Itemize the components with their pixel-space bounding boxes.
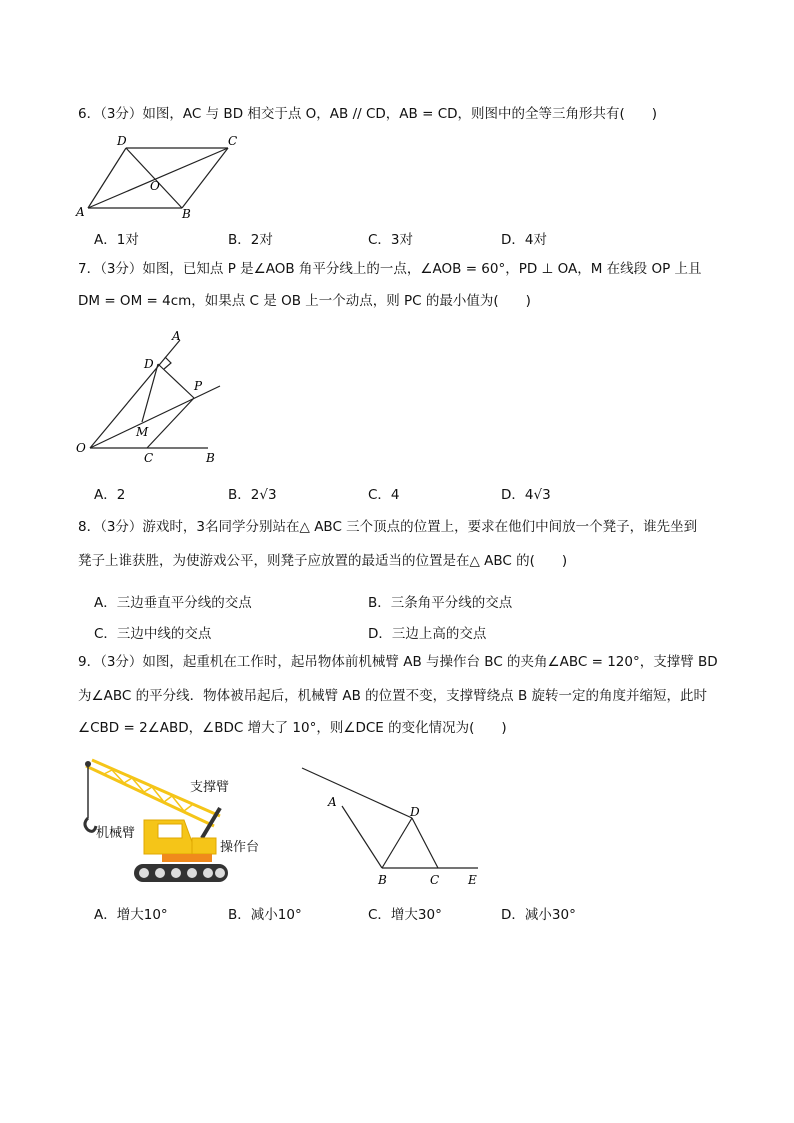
crane-illustration	[74, 758, 274, 888]
q7-option-b[interactable]: B．2√3	[228, 487, 277, 503]
q9-option-a[interactable]: A．增大10°	[94, 907, 168, 923]
q9-label-D: D	[410, 805, 420, 819]
q7-label-M: M	[136, 425, 149, 439]
q9-label-E: E	[468, 873, 477, 887]
crane-label-support-arm: 支撑臂	[190, 780, 230, 795]
q9-label-B: B	[378, 873, 387, 887]
q6-label-O: O	[150, 179, 160, 193]
q8-option-c[interactable]: C．三边中线的交点	[94, 626, 212, 642]
crane-label-mech-arm: 机械臂	[96, 826, 136, 841]
q6-label-C: C	[228, 134, 238, 148]
q7-label-O: O	[76, 441, 86, 455]
q9-option-d[interactable]: D．减小30°	[501, 907, 576, 923]
q7-label-D: D	[144, 357, 154, 371]
q7-option-a[interactable]: A．2	[94, 487, 126, 503]
q9-stem-line2: 为∠ABC 的平分线．物体被吊起后，机械臂 AB 的位置不变，支撑臂绕点 B 旋转一定的角度并缩短，此时	[78, 688, 708, 704]
q8-stem-line2: 凳子上谁获胜，为使游戏公平，则凳子应放置的最适当的位置是在△ ABC 的( )	[78, 553, 568, 569]
q6-option-b[interactable]: B．2对	[228, 232, 273, 248]
q7-label-B: B	[206, 451, 215, 465]
q9-stem-line3: ∠CBD = 2∠ABD，∠BDC 增大了 10°，则∠DCE 的变化情况为( )	[78, 720, 507, 736]
q7-option-d[interactable]: D．4√3	[501, 487, 551, 503]
q8-option-a[interactable]: A．三边垂直平分线的交点	[94, 595, 252, 611]
q7-figure	[72, 328, 232, 468]
q7-stem-line2: DM = OM = 4cm，如果点 C 是 OB 上一个动点，则 PC 的最小值为( )	[78, 293, 531, 309]
q6-label-D: D	[117, 134, 127, 148]
q6-option-d[interactable]: D．4对	[501, 232, 547, 248]
q9-option-c[interactable]: C．增大30°	[368, 907, 442, 923]
q6-option-a[interactable]: A．1对	[94, 232, 139, 248]
q9-label-A: A	[328, 795, 337, 809]
q9-label-C: C	[430, 873, 440, 887]
q7-label-A: A	[172, 329, 181, 343]
q6-label-A: A	[76, 205, 85, 219]
q8-stem-line1: 8．（3分）游戏时，3名同学分别站在△ ABC 三个顶点的位置上，要求在他们中间放一个凳子，谁先坐到	[78, 519, 698, 535]
q7-option-c[interactable]: C．4	[368, 487, 400, 503]
q7-label-P: P	[194, 379, 203, 393]
q7-stem-line1: 7．（3分）如图，已知点 P 是∠AOB 角平分线上的一点，∠AOB = 60°，PD ⊥ OA，M 在线段 OP 上且	[78, 261, 702, 277]
q8-option-b[interactable]: B．三条角平分线的交点	[368, 595, 513, 611]
q9-figure	[296, 760, 496, 890]
q7-label-C: C	[144, 451, 154, 465]
q6-option-c[interactable]: C．3对	[368, 232, 414, 248]
q6-figure	[72, 132, 252, 222]
crane-label-platform: 操作台	[220, 840, 260, 855]
q8-option-d[interactable]: D．三边上高的交点	[368, 626, 487, 642]
q6-stem: 6．（3分）如图，AC 与 BD 相交于点 O，AB // CD，AB = CD，则图中的全等三角形共有( )	[78, 106, 658, 122]
q6-label-B: B	[182, 207, 191, 221]
q9-option-b[interactable]: B．减小10°	[228, 907, 302, 923]
q9-stem-line1: 9．（3分）如图，起重机在工作时，起吊物体前机械臂 AB 与操作台 BC 的夹角∠ABC = 120°，支撑臂 BD	[78, 654, 718, 670]
